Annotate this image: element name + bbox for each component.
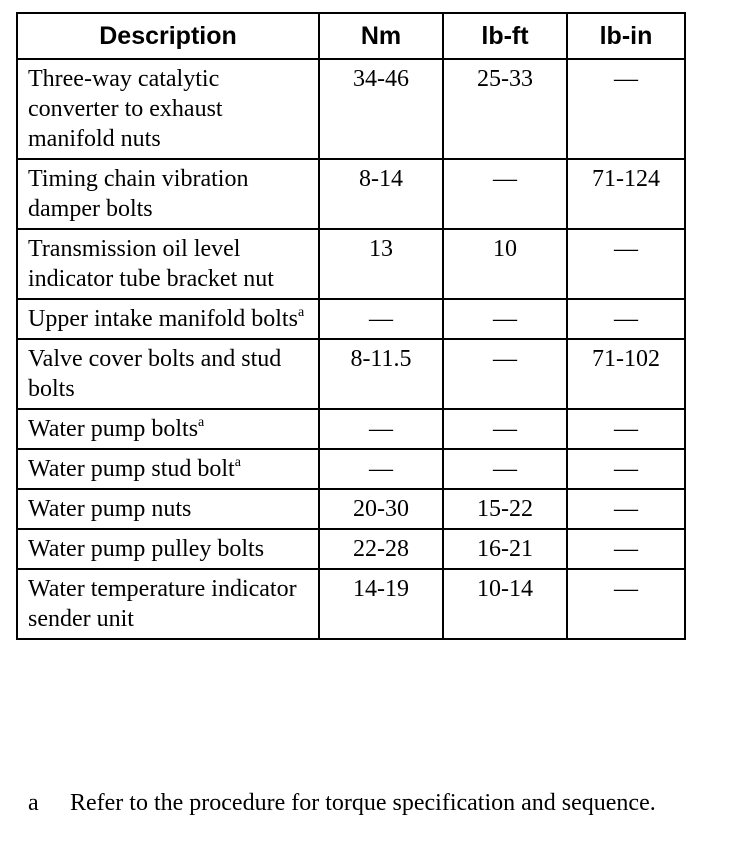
table-row	[17, 339, 685, 409]
table-row	[17, 159, 685, 229]
header-nm: Nm	[319, 13, 443, 59]
header-lb-ft: lb-ft	[443, 13, 567, 59]
cell-description	[17, 299, 319, 339]
description-text: Timing chain vibration damper bolts	[28, 166, 249, 222]
cell-lb-in: —	[567, 569, 685, 639]
header-description: Description	[17, 13, 319, 59]
description-text: Water pump stud bolt	[28, 456, 235, 482]
footnote-text: Refer to the procedure for torque specification and sequence.	[70, 790, 656, 816]
cell-description	[17, 159, 319, 229]
cell-lb-in: —	[567, 229, 685, 299]
cell-nm: —	[319, 409, 443, 449]
cell-description	[17, 409, 319, 449]
description-text: Three-way catalytic converter to exhaust manifold nuts	[28, 66, 223, 152]
cell-nm: 20-30	[319, 489, 443, 529]
cell-nm: 8-11.5	[319, 339, 443, 409]
cell-nm: 22-28	[319, 529, 443, 569]
cell-lb-ft: —	[443, 409, 567, 449]
cell-lb-in: —	[567, 299, 685, 339]
cell-lb-in: 71-102	[567, 339, 685, 409]
description-text: Water pump nuts	[28, 496, 192, 522]
cell-lb-in: —	[567, 409, 685, 449]
cell-description	[17, 569, 319, 639]
cell-lb-ft: —	[443, 299, 567, 339]
cell-description	[17, 449, 319, 489]
table-row	[17, 529, 685, 569]
cell-nm: —	[319, 449, 443, 489]
cell-lb-in: —	[567, 489, 685, 529]
footnote-ref: a	[234, 455, 241, 470]
cell-nm: —	[319, 299, 443, 339]
footnote-ref: a	[198, 415, 205, 430]
cell-lb-in: —	[567, 449, 685, 489]
cell-description	[17, 529, 319, 569]
cell-nm: 13	[319, 229, 443, 299]
description-text: Valve cover bolts and stud bolts	[28, 346, 282, 402]
footnote-marker: a	[28, 790, 39, 816]
description-text: Water temperature indicator sender unit	[28, 576, 297, 632]
table-row	[17, 449, 685, 489]
cell-lb-in: —	[567, 529, 685, 569]
footnote-ref: a	[297, 305, 305, 320]
cell-lb-ft: 15-22	[443, 489, 567, 529]
table-row	[17, 489, 685, 529]
footnote	[28, 788, 708, 818]
table-body	[17, 59, 685, 639]
table-row	[17, 299, 685, 339]
header-lb-in: lb-in	[567, 13, 685, 59]
cell-lb-ft: —	[443, 449, 567, 489]
cell-description	[17, 59, 319, 159]
description-text: Transmission oil level indicator tube bracket nut	[28, 236, 274, 292]
cell-lb-ft: 16-21	[443, 529, 567, 569]
torque-spec-table	[16, 12, 686, 640]
cell-lb-ft: 25-33	[443, 59, 567, 159]
table-header-row	[17, 13, 685, 59]
table-row	[17, 409, 685, 449]
description-text: Water pump pulley bolts	[28, 536, 265, 562]
description-text: Water pump bolts	[28, 416, 199, 442]
cell-nm: 34-46	[319, 59, 443, 159]
table-row	[17, 569, 685, 639]
cell-lb-ft: 10	[443, 229, 567, 299]
cell-lb-ft: 10-14	[443, 569, 567, 639]
cell-description	[17, 229, 319, 299]
table-row	[17, 59, 685, 159]
cell-lb-in: 71-124	[567, 159, 685, 229]
cell-lb-in: —	[567, 59, 685, 159]
cell-description	[17, 339, 319, 409]
cell-nm: 14-19	[319, 569, 443, 639]
description-text: Upper intake manifold bolts	[28, 306, 298, 332]
cell-lb-ft: —	[443, 339, 567, 409]
table-row	[17, 229, 685, 299]
cell-description	[17, 489, 319, 529]
cell-lb-ft: —	[443, 159, 567, 229]
cell-nm: 8-14	[319, 159, 443, 229]
